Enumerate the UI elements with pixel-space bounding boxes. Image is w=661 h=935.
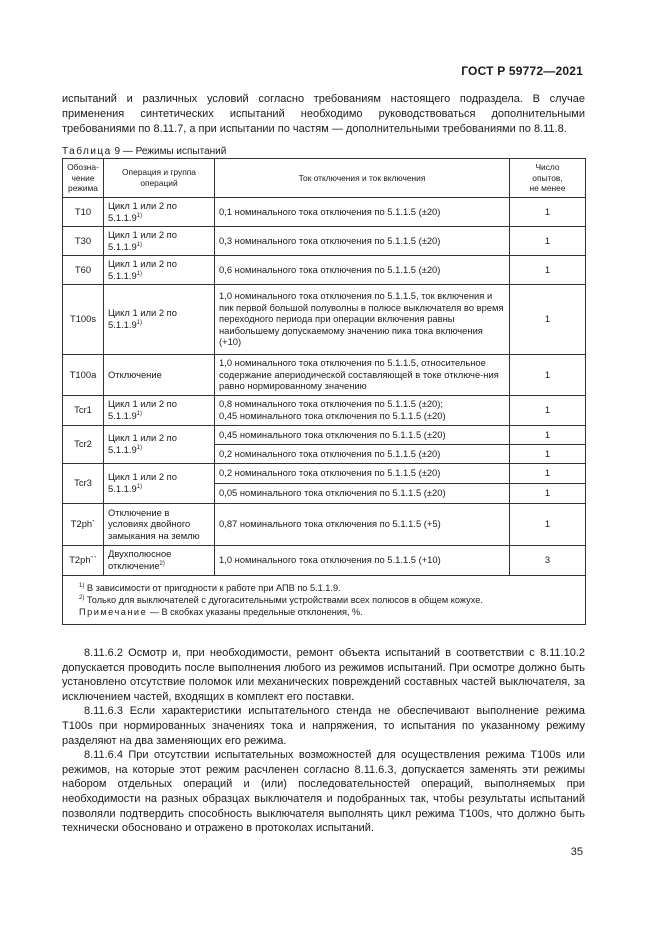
row-operation	[104, 197, 215, 226]
row-code: Tcr1	[63, 395, 104, 425]
row-current: 0,87 номинального тока отключения по 5.1.1.5 (+5)	[215, 503, 510, 545]
table-row-t10	[63, 197, 586, 226]
header-count	[510, 159, 586, 198]
table-header-row	[63, 159, 586, 198]
footnote-2-mark: 2)	[79, 594, 85, 601]
header-current: Ток отключения и ток включения	[215, 159, 510, 198]
row-count: 3	[510, 545, 586, 575]
footnote-ref: 1)	[136, 212, 143, 219]
row-operation-text: Цикл 1 или 2 по 5.1.1.9	[108, 257, 177, 281]
table-note-label: Примечание	[79, 606, 148, 617]
row-code: T10	[63, 197, 104, 226]
row-code: T100a	[63, 354, 104, 395]
row-code: T2ph``	[63, 545, 104, 575]
row-current: 0,05 номинального тока отключения по 5.1.1.5 (±20)	[215, 483, 510, 503]
table-caption-word: Таблица	[62, 146, 112, 157]
row-operation	[104, 284, 215, 354]
header-operation-l1: Операция и группа	[122, 167, 196, 178]
footnote-ref: 1)	[136, 319, 143, 326]
row-code: T60	[63, 255, 104, 284]
row-current	[215, 395, 510, 425]
table-row-t30	[63, 226, 586, 255]
row-current: 1,0 номинального тока отключения по 5.1.1.5, относительное содержание апериодической составляющей в токе отключе-ния равно нормированному значению	[215, 354, 510, 395]
row-operation	[104, 545, 215, 575]
table-note	[79, 606, 577, 618]
header-code	[63, 159, 104, 198]
table-row-tcr1	[63, 395, 586, 425]
row-operation	[104, 425, 215, 463]
row-current: 0,1 номинального тока отключения по 5.1.1.5 (±20)	[215, 197, 510, 226]
row-operation: Отключение	[104, 354, 215, 395]
row-current-line: 0,8 номинального тока отключения по 5.1.1.5 (±20);	[219, 398, 443, 410]
row-operation	[104, 463, 215, 503]
footnote-1	[79, 582, 577, 594]
row-current: 0,3 номинального тока отключения по 5.1.1.5 (±20)	[215, 226, 510, 255]
footnote-ref: 1)	[136, 483, 143, 490]
row-operation-text: Цикл 1 или 2 по 5.1.1.9	[108, 471, 177, 494]
row-count: 1	[510, 255, 586, 284]
footnote-ref: 1)	[136, 410, 143, 417]
table-note-text: — В скобках указаны предельные отклонения, %.	[147, 606, 363, 617]
table-notes	[63, 575, 586, 624]
row-current: 0,45 номинального тока отключения по 5.1.1.5 (±20)	[215, 425, 510, 444]
footnote-1-mark: 1)	[79, 582, 85, 589]
table-row-tcr3-a	[63, 463, 586, 483]
row-code: T30	[63, 226, 104, 255]
table-caption	[62, 146, 226, 157]
row-operation-text: Цикл 1 или 2 по 5.1.1.9	[108, 307, 177, 330]
paragraph-8-11-6-2: 8.11.6.2 Осмотр и, при необходимости, ремонт объекта испытаний в соответствии с 8.11.10.2 допускается проводить после выполнения любого из режимов испытаний. При осмотре должно быть установлено отсутствие поломок или механических повреждений составных частей выключателя, за исключением частей, входящих в комплект его поставки.	[62, 647, 585, 703]
table-row-t100s	[63, 284, 586, 354]
table-row-tcr2-a	[63, 425, 586, 444]
table-row-t60	[63, 255, 586, 284]
intro-paragraph: испытаний и различных условий согласно требованиям настоящего подраздела. В случае применения синтетических испытаний необходимо руководствоваться дополнительными требованиями по 8.11.7, а при испытании по частям — дополнительными требованиями по 8.11.8.	[62, 93, 585, 135]
row-code: Tcr3	[63, 463, 104, 503]
row-operation	[104, 255, 215, 284]
row-count: 1	[510, 425, 586, 444]
page-number: 35	[570, 846, 583, 858]
header-code-l3: режима	[68, 183, 98, 193]
header-count-l2: опытов,	[532, 172, 563, 183]
row-code: Tcr2	[63, 425, 104, 463]
row-code: T100s	[63, 284, 104, 354]
row-operation	[104, 395, 215, 425]
row-operation-text: Цикл 1 или 2 по 5.1.1.9	[108, 228, 177, 252]
row-current: 0,2 номинального тока отключения по 5.1.1.5 (±20)	[215, 463, 510, 483]
header-count-l3: не менее	[529, 183, 566, 193]
row-operation-text: Цикл 1 или 2 по 5.1.1.9	[108, 398, 177, 421]
header-code-l2: чение	[71, 172, 95, 183]
row-operation-text: Цикл 1 или 2 по 5.1.1.9	[108, 199, 177, 223]
row-count: 1	[510, 197, 586, 226]
row-count: 1	[510, 444, 586, 463]
table-notes-row	[63, 575, 586, 624]
row-operation-text: Двухполюсное отключение	[108, 548, 172, 571]
row-count: 1	[510, 463, 586, 483]
footnote-ref: 2)	[159, 560, 165, 567]
row-count: 1	[510, 395, 586, 425]
document-header: ГОСТ Р 59772—2021	[461, 64, 583, 78]
body-paragraphs	[62, 646, 585, 836]
table-caption-title: 9 — Режимы испытаний	[111, 146, 227, 157]
table-row-t2ph1	[63, 503, 586, 545]
row-count: 1	[510, 354, 586, 395]
row-count: 1	[510, 483, 586, 503]
table-row-t100a	[63, 354, 586, 395]
header-count-l1: Число	[535, 162, 560, 172]
row-count: 1	[510, 284, 586, 354]
table-row-t2ph2	[63, 545, 586, 575]
row-count: 1	[510, 503, 586, 545]
footnote-ref: 1)	[136, 444, 143, 451]
row-current-line: 0,45 номинального тока отключения по 5.1.1.5 (±20)	[219, 410, 446, 421]
header-operation	[104, 159, 215, 198]
row-operation: Отключение в условиях двойного замыкания на землю	[104, 503, 215, 545]
row-count: 1	[510, 226, 586, 255]
header-operation-l2: операций	[140, 177, 178, 188]
row-operation-text: Цикл 1 или 2 по 5.1.1.9	[108, 432, 177, 455]
header-code-l1: Обозна-	[67, 162, 99, 172]
row-current: 1,0 номинального тока отключения по 5.1.1.5, ток включения и пик первой большой полуволны в полюсе выключателя во время переходного периода при операции включения равны наибольшему допускаемому значению пика тока включения (+10)	[215, 284, 510, 354]
paragraph-8-11-6-3: 8.11.6.3 Если характеристики испытательного стенда не обеспечивают выполнение режима T100s при нормированных значениях тока и напряжения, то испытания по указанному режиму разделяют на два заменяющих его режима.	[62, 705, 585, 747]
footnote-ref: 1)	[136, 241, 143, 248]
row-current: 0,2 номинального тока отключения по 5.1.1.5 (±20)	[215, 444, 510, 463]
footnote-ref: 1)	[136, 270, 143, 277]
footnote-2	[79, 594, 577, 606]
paragraph-8-11-6-4: 8.11.6.4 При отсутствии испытательных возможностей для осуществления режима T100s или режимов, на которые этот режим расчленен согласно 8.11.6.3, допускается заменять эти режимы набором отдельных операций и (или) последовательностей операций, выполняемых при необходимости на разных образцах выключателя и подобранных так, чтобы результаты испытаний позволяли подтвердить способность выключателя выполнять цикл режима T100s, что должно быть технически обосновано и отражено в протоколах испытаний.	[62, 749, 585, 835]
row-current: 1,0 номинального тока отключения по 5.1.1.5 (+10)	[215, 545, 510, 575]
footnote-2-text: Только для выключателей с дугогасительными устройствами всех полюсов в общем кожухе.	[84, 594, 483, 605]
row-current: 0,6 номинального тока отключения по 5.1.1.5 (±20)	[215, 255, 510, 284]
test-modes-table	[62, 158, 586, 625]
row-code: T2ph`	[63, 503, 104, 545]
footnote-1-text: В зависимости от пригодности к работе при АПВ по 5.1.1.9.	[84, 582, 341, 593]
row-operation	[104, 226, 215, 255]
